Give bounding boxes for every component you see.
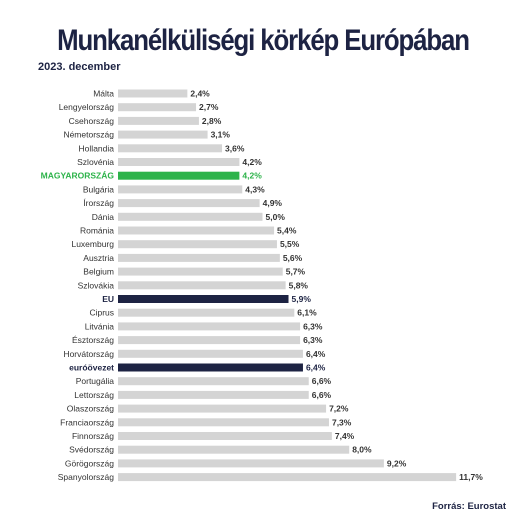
category-label-20: euróövezet (69, 362, 114, 373)
chart-subtitle: 2023. december (38, 61, 121, 73)
bar-22 (118, 391, 309, 399)
bar-4 (118, 144, 222, 152)
value-label-16: 6,1% (297, 307, 317, 318)
bar-18 (118, 336, 300, 344)
source-note: Forrás: Eurostat (432, 501, 506, 512)
category-label-25: Finnország (71, 431, 114, 441)
value-label-23: 7,2% (329, 403, 349, 414)
category-label-11: Luxemburg (71, 239, 114, 250)
value-label-21: 6,6% (311, 376, 332, 387)
bar-7 (118, 185, 242, 193)
value-label-20: 6,4% (305, 362, 326, 373)
bar-23 (118, 405, 326, 413)
bar-13 (118, 268, 283, 276)
category-label-26: Svédország (69, 444, 114, 455)
value-label-8: 4,9% (262, 198, 282, 209)
category-label-23: Olaszország (66, 403, 114, 414)
bar-0 (118, 90, 187, 98)
bar-25 (118, 432, 332, 440)
bar-21 (118, 377, 309, 385)
category-label-7: Bulgária (82, 184, 114, 195)
bar-24 (118, 418, 329, 426)
category-label-14: Szlovákia (77, 280, 114, 291)
bar-6 (118, 172, 239, 180)
category-label-0: Málta (93, 88, 114, 99)
value-label-24: 7,3% (331, 417, 352, 428)
value-label-28: 11,7% (459, 472, 483, 483)
category-label-9: Dánia (91, 211, 114, 222)
bar-15 (118, 295, 289, 303)
category-label-19: Horvátország (63, 348, 114, 359)
value-label-1: 2,7% (199, 102, 219, 113)
value-label-25: 7,4% (334, 431, 355, 441)
value-label-27: 9,2% (386, 458, 407, 469)
value-label-6: 4,2% (242, 170, 262, 181)
category-label-3: Németország (63, 129, 114, 140)
category-label-12: Ausztria (83, 252, 114, 263)
category-label-16: Ciprus (89, 307, 114, 318)
bar-8 (118, 199, 260, 207)
category-label-1: Lengyelország (58, 102, 114, 113)
category-label-15: EU (102, 294, 114, 304)
value-label-17: 6,3% (303, 321, 323, 332)
bar-9 (118, 213, 263, 221)
bar-26 (118, 446, 349, 454)
value-label-10: 5,4% (277, 225, 297, 236)
value-label-7: 4,3% (245, 184, 265, 195)
category-label-13: Belgium (83, 266, 114, 277)
category-label-28: Spanyolország (57, 472, 114, 483)
category-label-10: Románia (79, 225, 114, 236)
value-label-18: 6,3% (303, 335, 323, 346)
bar-28 (118, 473, 456, 481)
bar-10 (118, 227, 274, 235)
bar-5 (118, 158, 239, 166)
value-label-13: 5,7% (285, 266, 306, 277)
value-label-2: 2,8% (201, 115, 222, 126)
bar-19 (118, 350, 303, 358)
category-label-8: Írország (83, 198, 114, 209)
value-label-4: 3,6% (225, 143, 245, 154)
category-label-24: Franciaország (60, 417, 114, 428)
value-label-3: 3,1% (210, 129, 230, 140)
category-label-4: Hollandia (78, 143, 114, 154)
category-label-17: Litvánia (84, 321, 114, 332)
value-label-15: 5,9% (291, 294, 311, 304)
category-label-5: Szlovénia (77, 157, 114, 167)
value-label-0: 2,4% (190, 88, 210, 99)
bar-20 (118, 364, 303, 372)
category-label-21: Portugália (75, 376, 114, 387)
value-label-9: 5,0% (265, 211, 285, 222)
value-label-19: 6,4% (305, 348, 326, 359)
value-label-12: 5,6% (282, 252, 303, 263)
category-label-27: Görögország (64, 458, 114, 469)
value-label-5: 4,2% (242, 157, 262, 167)
bar-12 (118, 254, 280, 262)
value-label-11: 5,5% (279, 239, 300, 250)
category-label-6: MAGYARORSZÁG (40, 170, 114, 181)
category-label-2: Csehország (68, 115, 114, 126)
value-label-26: 8,0% (352, 444, 372, 455)
bar-17 (118, 322, 300, 330)
bar-1 (118, 103, 196, 111)
value-label-22: 6,6% (311, 389, 332, 400)
bar-14 (118, 281, 286, 289)
category-label-22: Lettország (74, 389, 114, 400)
chart-title: Munkanélküliségi körkép Európában (57, 24, 469, 57)
bar-16 (118, 309, 294, 317)
bar-27 (118, 459, 384, 467)
bar-3 (118, 131, 208, 139)
category-label-18: Észtország (71, 335, 114, 346)
bar-2 (118, 117, 199, 125)
value-label-14: 5,8% (288, 280, 308, 291)
bar-11 (118, 240, 277, 248)
